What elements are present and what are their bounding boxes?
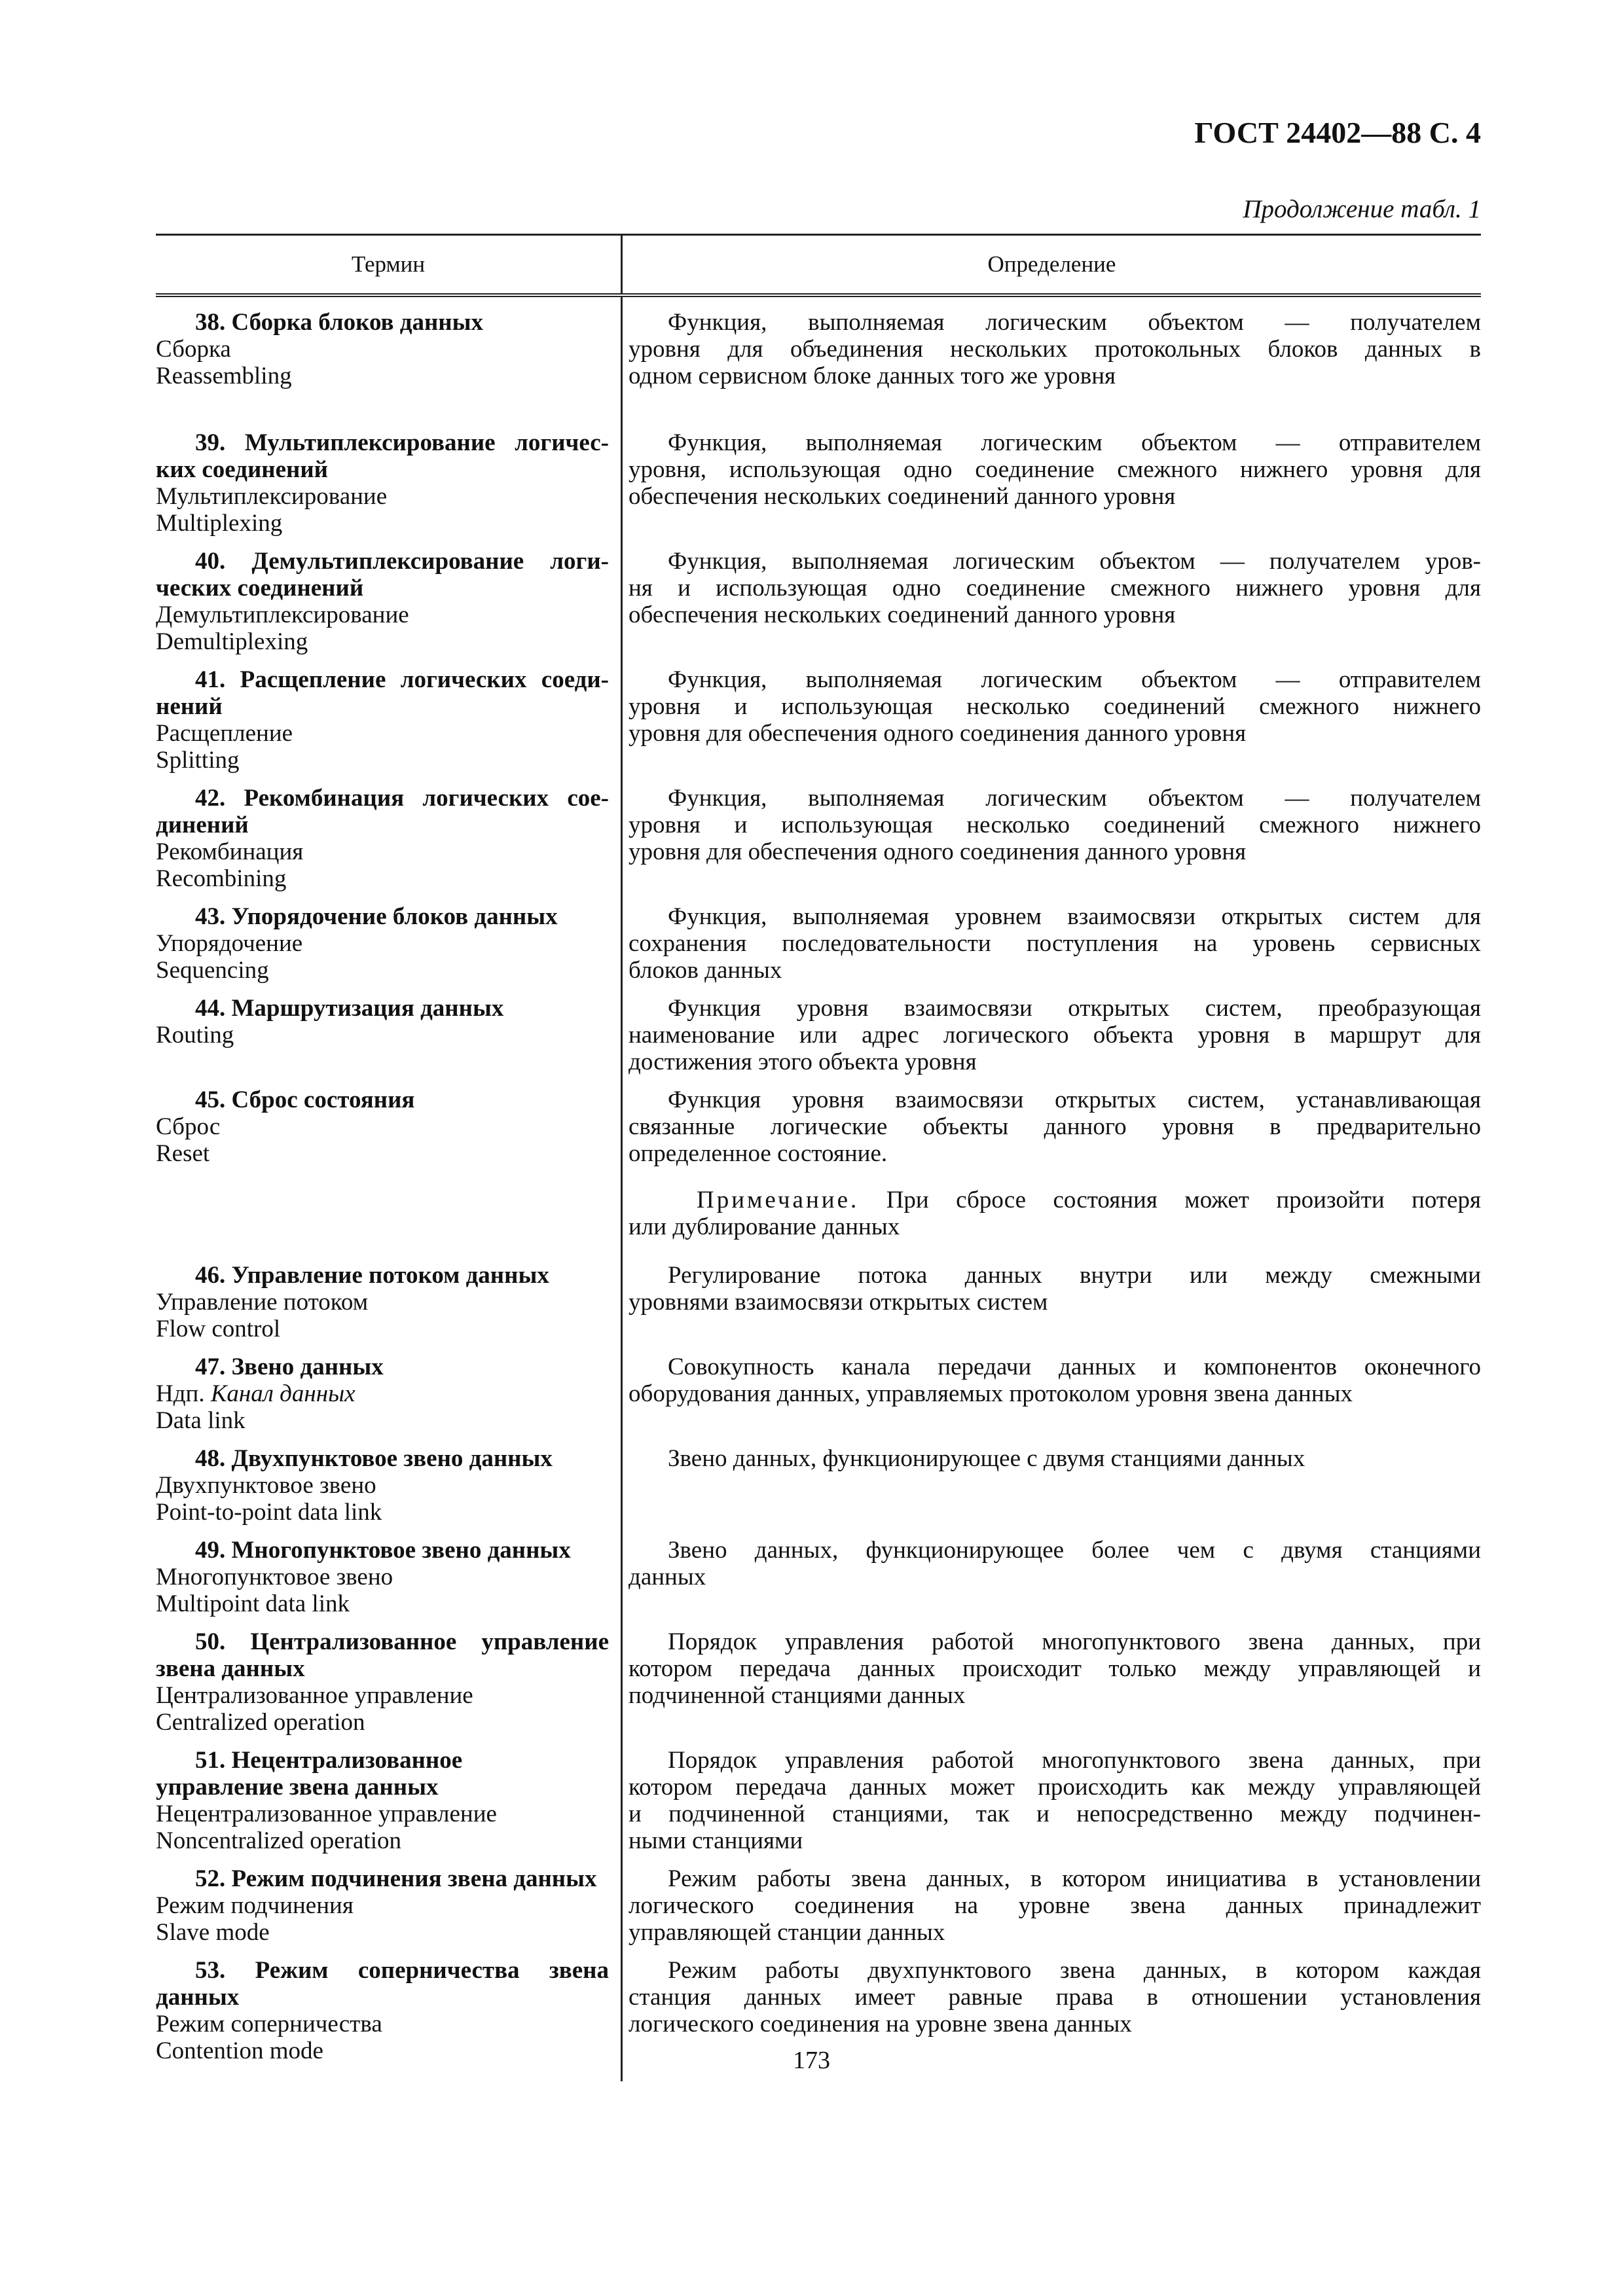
- note-line: Примечание. При сбросе состояния может произойти потеря: [697, 1187, 1481, 1213]
- definition-line: и подчиненной станциями, так и непосредственно между подчинен-: [629, 1801, 1481, 1827]
- term-cell: [156, 1354, 621, 1445]
- definition-cell: [621, 995, 1481, 1086]
- term-synonym: Режим подчинения: [156, 1892, 354, 1919]
- term-synonym: Нецентрализованное управление: [156, 1801, 497, 1827]
- table-caption: Продолжение табл. 1: [1243, 195, 1481, 223]
- definition-line: связанные логические объекты данного уровня в предварительно: [629, 1113, 1481, 1140]
- definition-cell: [621, 1865, 1481, 1957]
- definition-line: Режим работы звена данных, в котором инициатива в установлении: [668, 1865, 1481, 1892]
- term-english: Slave mode: [156, 1919, 270, 1946]
- term-cell: [156, 995, 621, 1086]
- term-synonym: Сброс: [156, 1113, 221, 1140]
- definition-cell: [621, 309, 1481, 429]
- definition-cell: [621, 1537, 1481, 1628]
- definition-line: управляющей станции данных: [629, 1919, 945, 1946]
- term-cell: [156, 785, 621, 903]
- term-english: Data link: [156, 1407, 246, 1434]
- term-cell: [156, 1537, 621, 1628]
- term-title: 41. Расщепление логических соеди-: [195, 666, 609, 693]
- term-cell: [156, 309, 621, 429]
- table-header: [156, 234, 1481, 297]
- term-english: Reassembling: [156, 363, 292, 389]
- term-cell: [156, 666, 621, 785]
- term-title-cont: звена данных: [156, 1655, 305, 1682]
- note-label: Примечание.: [697, 1187, 860, 1213]
- term-cell: [156, 1445, 621, 1537]
- definition-line: уровня, использующая одно соединение смежного нижнего уровня для: [629, 456, 1481, 483]
- term-english: Recombining: [156, 865, 287, 892]
- definition-cell: [621, 1628, 1481, 1747]
- term-title: 52. Режим подчинения звена данных: [195, 1865, 597, 1892]
- term-title-cont: управление звена данных: [156, 1774, 439, 1801]
- definition-line: уровня и использующая несколько соединений смежного нижнего: [629, 812, 1481, 838]
- definition-line: Порядок управления работой многопунктового звена данных, при: [668, 1628, 1481, 1655]
- term-title: 47. Звено данных: [195, 1354, 384, 1380]
- table-row: [156, 995, 1481, 1086]
- definition-line: ня и использующая одно соединение смежного нижнего уровня для: [629, 575, 1481, 601]
- definition-line: уровня для объединения нескольких протокольных блоков данных в: [629, 336, 1481, 363]
- definition-cell: [621, 1445, 1481, 1537]
- definition-cell: [621, 1086, 1481, 1262]
- term-cell: [156, 548, 621, 666]
- term-title: 40. Демультиплексирование логи-: [195, 548, 609, 575]
- term-title: 38. Сборка блоков данных: [195, 309, 483, 336]
- term-cell: [156, 429, 621, 548]
- definition-cell: [621, 1262, 1481, 1354]
- term-title-cont: ческих соединений: [156, 575, 364, 601]
- term-title-cont: динений: [156, 812, 249, 838]
- definition-cell: [621, 548, 1481, 666]
- column-header-definition: Определение: [987, 251, 1116, 277]
- definition-line: Звено данных, функционирующее более чем с двумя станциями: [668, 1537, 1481, 1564]
- term-title: 53. Режим соперничества звена: [195, 1957, 609, 1984]
- term-title: 49. Многопунктовое звено данных: [195, 1537, 571, 1564]
- term-deprecated: Ндп. Канал данных: [156, 1380, 356, 1407]
- definition-line: сохранения последовательности поступления на уровень сервисных: [629, 930, 1481, 957]
- table-row: [156, 429, 1481, 548]
- term-synonym: Демультиплексирование: [156, 601, 409, 628]
- term-synonym: Управление потоком: [156, 1289, 369, 1316]
- term-synonym: Расщепление: [156, 720, 293, 747]
- table-row: [156, 785, 1481, 903]
- definition-line: Функция уровня взаимосвязи открытых систем, устанавливающая: [668, 1086, 1481, 1113]
- definition-line: Режим работы двухпунктового звена данных, в котором каждая: [668, 1957, 1481, 1984]
- definition-line: станция данных имеет равные права в отношении установления: [629, 1984, 1481, 2011]
- term-english: Multipoint data link: [156, 1590, 350, 1617]
- term-english: Multiplexing: [156, 510, 283, 537]
- definition-cell: [621, 1354, 1481, 1445]
- term-synonym: Централизованное управление: [156, 1682, 473, 1709]
- term-title: 50. Централизованное управление: [195, 1628, 609, 1655]
- term-synonym: Двухпунктовое звено: [156, 1472, 376, 1499]
- table-row: [156, 548, 1481, 666]
- definition-line: достижения этого объекта уровня: [629, 1049, 977, 1075]
- definition-line: Совокупность канала передачи данных и компонентов оконечного: [668, 1354, 1481, 1380]
- table-row: [156, 903, 1481, 995]
- term-cell: [156, 1628, 621, 1747]
- table-row: [156, 1865, 1481, 1957]
- term-cell: [156, 903, 621, 995]
- term-title-cont: нений: [156, 693, 223, 720]
- term-english: Demultiplexing: [156, 628, 308, 655]
- term-cell: [156, 1747, 621, 1865]
- term-cell: [156, 1262, 621, 1354]
- definition-line: Регулирование потока данных внутри или между смежными: [668, 1262, 1481, 1289]
- term-title: 42. Рекомбинация логических сое-: [195, 785, 609, 812]
- definition-line: подчиненной станциями данных: [629, 1682, 966, 1709]
- table-row: [156, 1628, 1481, 1747]
- term-english: Contention mode: [156, 2037, 323, 2064]
- term-title: 44. Маршрутизация данных: [195, 995, 504, 1022]
- term-title: 45. Сброс состояния: [195, 1086, 415, 1113]
- term-title: 51. Нецентрализованное: [195, 1747, 463, 1774]
- term-synonym: Режим соперничества: [156, 2011, 382, 2037]
- table-row: [156, 1747, 1481, 1865]
- definition-line: данных: [629, 1564, 706, 1590]
- definition-line: логического соединения на уровне звена данных принадлежит: [629, 1892, 1481, 1919]
- table-body: [156, 297, 1481, 2081]
- term-english: Centralized operation: [156, 1709, 365, 1736]
- term-english: Routing: [156, 1022, 234, 1049]
- definition-cell: [621, 666, 1481, 785]
- term-title-cont: ких соединений: [156, 456, 328, 483]
- definition-line: ными станциями: [629, 1827, 803, 1854]
- definition-line: Функция, выполняемая логическим объектом — отправителем: [668, 666, 1481, 693]
- definition-cell: [621, 429, 1481, 548]
- definition-line: Функция, выполняемая логическим объектом — получателем уров-: [668, 548, 1481, 575]
- definition-line: Функция, выполняемая уровнем взаимосвязи открытых систем для: [668, 903, 1481, 930]
- table-row: [156, 297, 1481, 429]
- page-header: ГОСТ 24402—88 С. 4: [1194, 116, 1481, 149]
- term-cell: [156, 1865, 621, 1957]
- definition-line: обеспечения нескольких соединений данного уровня: [629, 601, 1176, 628]
- definition-line: наименование или адрес логического объекта уровня в маршрут для: [629, 1022, 1481, 1049]
- definition-line: Функция, выполняемая логическим объектом — отправителем: [668, 429, 1481, 456]
- definition-line: одном сервисном блоке данных того же уровня: [629, 363, 1116, 389]
- definition-cell: [621, 1747, 1481, 1865]
- term-cell: [156, 1086, 621, 1262]
- term-title: 46. Управление потоком данных: [195, 1262, 549, 1289]
- definition-line: Функция, выполняемая логическим объектом — получателем: [668, 309, 1481, 336]
- term-english: Point-to-point data link: [156, 1499, 382, 1526]
- table-row: [156, 1262, 1481, 1354]
- term-synonym: Сборка: [156, 336, 231, 363]
- term-synonym: Мультиплексирование: [156, 483, 388, 510]
- term-synonym: Рекомбинация: [156, 838, 304, 865]
- definition-line: котором передача данных происходит только между управляющей и: [629, 1655, 1481, 1682]
- term-synonym: Многопунктовое звено: [156, 1564, 393, 1590]
- table-row: [156, 1086, 1481, 1262]
- term-english: Splitting: [156, 747, 240, 774]
- table-row: [156, 666, 1481, 785]
- definition-line: блоков данных: [629, 957, 782, 984]
- terms-table: [156, 234, 1481, 2081]
- definition-line: уровня и использующая несколько соединений смежного нижнего: [629, 693, 1481, 720]
- definition-line: оборудования данных, управляемых протоколом уровня звена данных: [629, 1380, 1353, 1407]
- term-title: 43. Упорядочение блоков данных: [195, 903, 558, 930]
- definition-line: уровня для обеспечения одного соединения данного уровня: [629, 838, 1247, 865]
- definition-line: Звено данных, функционирующее с двумя станциями данных: [668, 1445, 1305, 1472]
- definition-line: Порядок управления работой многопунктового звена данных, при: [668, 1747, 1481, 1774]
- definition-line: определенное состояние.: [629, 1140, 888, 1167]
- definition-line: обеспечения нескольких соединений данного уровня: [629, 483, 1176, 510]
- table-row: [156, 1354, 1481, 1445]
- term-english: Flow control: [156, 1316, 281, 1342]
- term-title: 39. Мультиплексирование логичес-: [195, 429, 609, 456]
- definition-line: логического соединения на уровне звена данных: [629, 2011, 1132, 2037]
- term-english: Sequencing: [156, 957, 269, 984]
- table-row: [156, 1537, 1481, 1628]
- term-english: Noncentralized operation: [156, 1827, 401, 1854]
- definition-line: Функция, выполняемая логическим объектом — получателем: [668, 785, 1481, 812]
- term-english: Reset: [156, 1140, 210, 1167]
- definition-line: уровнями взаимосвязи открытых систем: [629, 1289, 1048, 1316]
- definition-line: Функция уровня взаимосвязи открытых систем, преобразующая: [668, 995, 1481, 1022]
- page-number: 173: [793, 2047, 830, 2074]
- table-row: [156, 1445, 1481, 1537]
- term-title-cont: данных: [156, 1984, 240, 2011]
- definition-line: уровня для обеспечения одного соединения данного уровня: [629, 720, 1247, 747]
- definition-cell: [621, 785, 1481, 903]
- column-header-term: Термин: [156, 236, 623, 293]
- term-synonym: Упорядочение: [156, 930, 303, 957]
- definition-cell: [621, 903, 1481, 995]
- note-line: или дублирование данных: [629, 1213, 900, 1240]
- definition-line: котором передача данных может происходить как между управляющей: [629, 1774, 1481, 1801]
- term-title: 48. Двухпунктовое звено данных: [195, 1445, 553, 1472]
